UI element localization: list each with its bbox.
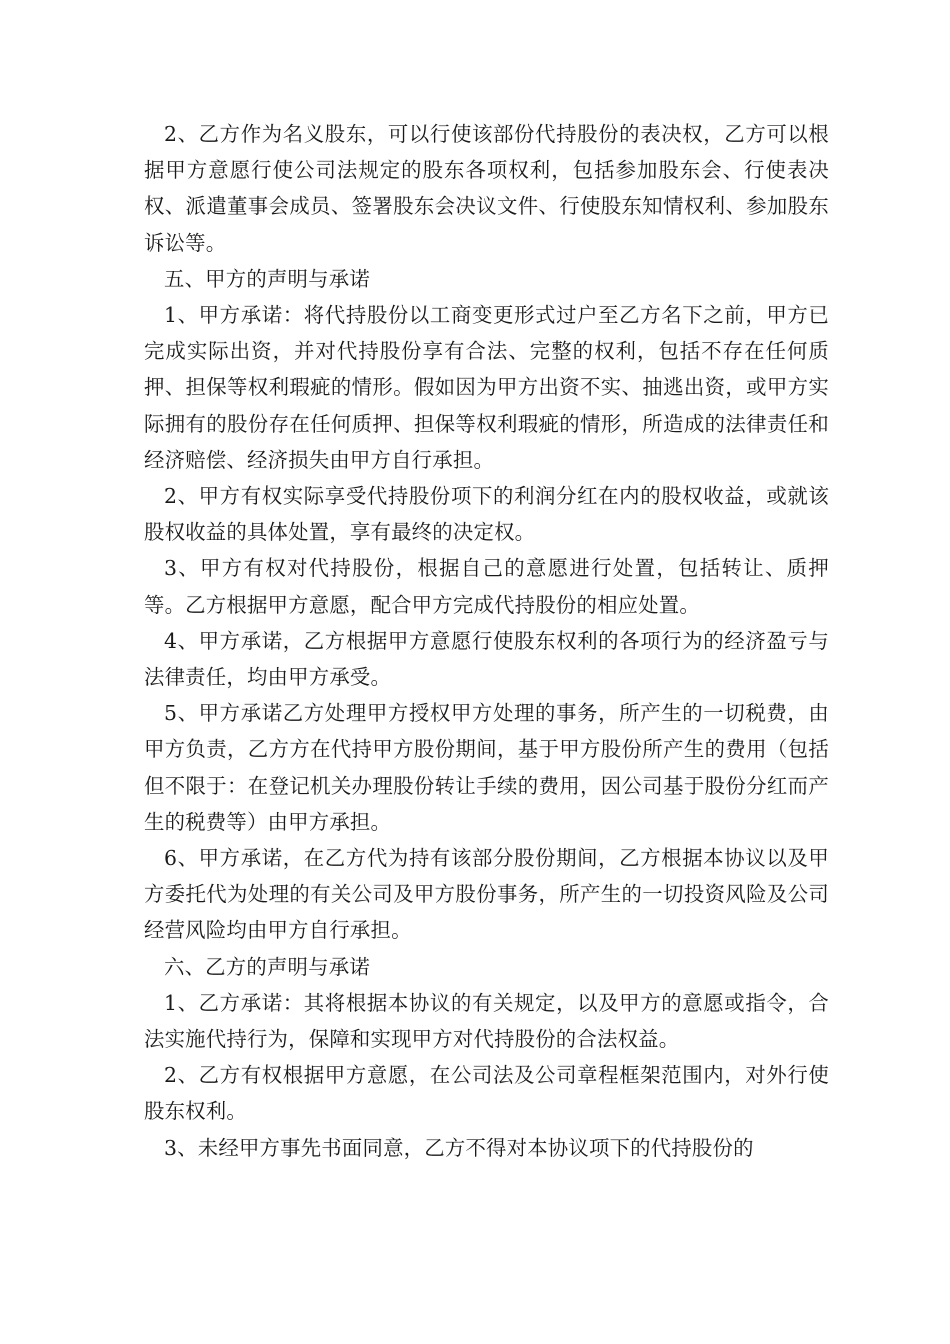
clause-5-3: 3、甲方有权对代持股份，根据自己的意愿进行处置，包括转让、质押等。乙方根据甲方意愿，配合甲方完成代持股份的相应处置。	[144, 556, 829, 617]
clause-4-2: 2、乙方作为名义股东，可以行使该部份代持股份的表决权，乙方可以根据甲方意愿行使公司法规定的股东各项权利，包括参加股东会、行使表决权、派遣董事会成员、签署股东会决议文件、行使股东知情权利、参加股东诉讼等。	[144, 122, 829, 255]
section-heading-6: 六、乙方的声明与承诺	[164, 954, 370, 979]
clause-5-2: 2、甲方有权实际享受代持股份项下的利润分红在内的股权收益，或就该股权收益的具体处置，享有最终的决定权。	[144, 484, 829, 545]
clause-6-3: 3、未经甲方事先书面同意，乙方不得对本协议项下的代持股份的	[164, 1135, 754, 1160]
clause-6-1: 1、乙方承诺：其将根据本协议的有关规定，以及甲方的意愿或指令，合法实施代持行为，保障和实现甲方对代持股份的合法权益。	[144, 990, 829, 1052]
clause-5-4: 4、甲方承诺，乙方根据甲方意愿行使股东权利的各项行为的经济盈亏与法律责任，均由甲方承受。	[144, 628, 829, 690]
clause-5-5: 5、甲方承诺乙方处理甲方授权甲方处理的事务，所产生的一切税费，由甲方负责，乙方方在代持甲方股份期间，基于甲方股份所产生的费用（包括但不限于：在登记机关办理股份转让手续的费用，因公司基于股份分红而产生的税费等）由甲方承担。	[144, 701, 829, 834]
clause-5-6: 6、甲方承诺，在乙方代为持有该部分股份期间，乙方根据本协议以及甲方委托代为处理的有关公司及甲方股份事务，所产生的一切投资风险及公司经营风险均由甲方自行承担。	[144, 846, 829, 943]
clause-6-2: 2、乙方有权根据甲方意愿，在公司法及公司章程框架范围内，对外行使股东权利。	[144, 1063, 829, 1124]
clause-5-1: 1、甲方承诺：将代持股份以工商变更形式过户至乙方名下之前，甲方已完成实际出资，并对代持股份享有合法、完整的权利，包括不存在任何质押、担保等权利瑕疵的情形。假如因为甲方出资不实、抽逃出资，或甲方实际拥有的股份存在任何质押、担保等权利瑕疵的情形，所造成的法律责任和经济赔偿、经济损失由甲方自行承担。	[144, 303, 829, 472]
document-body	[144, 116, 829, 1166]
section-heading-5: 五、甲方的声明与承诺	[164, 266, 370, 291]
